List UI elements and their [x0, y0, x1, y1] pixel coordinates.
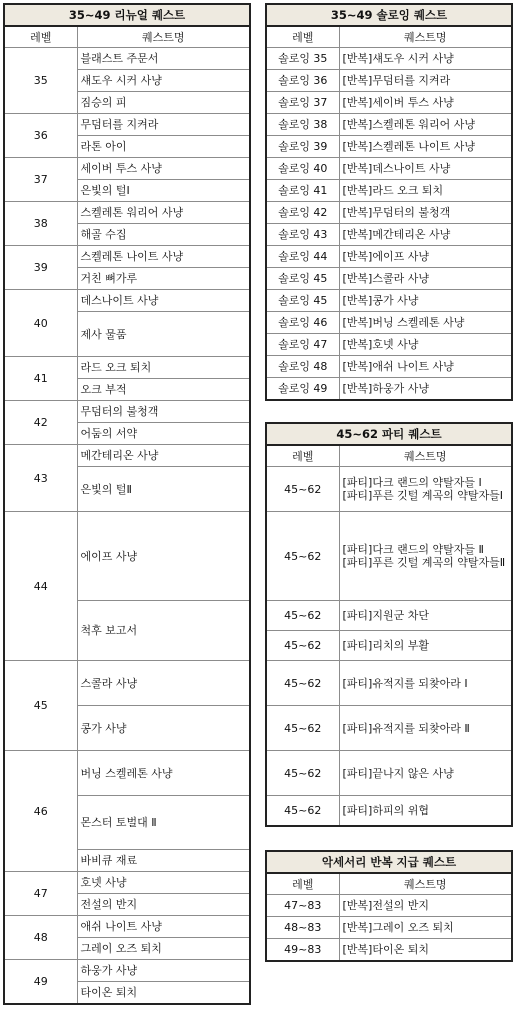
- level-cell: 솔로잉 44: [266, 246, 339, 268]
- table-row: [4, 751, 250, 796]
- quest-name-cell: 몬스터 토벌대 Ⅱ: [77, 796, 250, 850]
- party-table-title: 45~62 파티 퀘스트: [266, 423, 512, 445]
- quest-name-cell: 라드 오크 퇴치: [77, 357, 250, 379]
- level-cell: 45~62: [266, 467, 339, 512]
- table-row: [266, 180, 512, 202]
- accessory-level-header: 레벨: [266, 873, 339, 895]
- renewal-quest-table: [3, 3, 251, 1005]
- quest-name-cell: 척후 보고서: [77, 601, 250, 661]
- table-row: [266, 268, 512, 290]
- solo-quest-table: [265, 3, 513, 401]
- level-cell: 솔로잉 38: [266, 114, 339, 136]
- quest-name-cell: [반복]전설의 반지: [339, 895, 512, 917]
- quest-name-cell: 어둠의 서약: [77, 423, 250, 445]
- level-cell: 솔로잉 47: [266, 334, 339, 356]
- level-cell: 솔로잉 45: [266, 290, 339, 312]
- table-row: [266, 356, 512, 378]
- level-cell: 솔로잉 41: [266, 180, 339, 202]
- quest-name-cell: 타이온 퇴치: [77, 982, 250, 1005]
- level-cell: 45~62: [266, 706, 339, 751]
- table-row: [4, 246, 250, 268]
- table-row: [4, 401, 250, 423]
- quest-name-cell: 은빛의 털Ⅰ: [77, 180, 250, 202]
- table-row: [266, 378, 512, 401]
- quest-name-cell: 호넷 사냥: [77, 872, 250, 894]
- level-cell: 37: [4, 158, 77, 202]
- level-cell: 솔로잉 35: [266, 48, 339, 70]
- quest-name-cell: [반복]버닝 스켈레톤 사냥: [339, 312, 512, 334]
- table-row: [4, 114, 250, 136]
- quest-name-cell: [반복]하웅가 사냥: [339, 378, 512, 401]
- table-row: [266, 312, 512, 334]
- level-cell: 솔로잉 37: [266, 92, 339, 114]
- table-row: [266, 334, 512, 356]
- level-cell: 39: [4, 246, 77, 290]
- quest-name-cell: 라톤 아이: [77, 136, 250, 158]
- level-cell: 36: [4, 114, 77, 158]
- party-quest-table: [265, 422, 513, 827]
- renewal-quest-header: 퀘스트명: [77, 26, 250, 48]
- quest-name-cell: [파티]지원군 차단: [339, 601, 512, 631]
- quest-name-cell: 바비큐 재료: [77, 850, 250, 872]
- quest-name-cell: 스콜라 사냥: [77, 661, 250, 706]
- quest-name-cell: [반복]애쉬 나이트 사냥: [339, 356, 512, 378]
- renewal-table-title: 35~49 리뉴얼 퀘스트: [4, 4, 250, 26]
- level-cell: 47~83: [266, 895, 339, 917]
- quest-name-cell: [반복]라드 오크 퇴치: [339, 180, 512, 202]
- quest-name-cell: [반복]호넷 사냥: [339, 334, 512, 356]
- quest-name-cell: 스켈레톤 나이트 사냥: [77, 246, 250, 268]
- level-cell: 솔로잉 46: [266, 312, 339, 334]
- level-cell: 솔로잉 45: [266, 268, 339, 290]
- table-row: [4, 48, 250, 70]
- level-cell: 45~62: [266, 631, 339, 661]
- quest-name-cell: [파티]리치의 부활: [339, 631, 512, 661]
- quest-name-cell: 스켈레톤 워리어 사냥: [77, 202, 250, 224]
- quest-name-cell: [반복]메간테리온 사냥: [339, 224, 512, 246]
- quest-name-cell: 섀도우 시커 사냥: [77, 70, 250, 92]
- table-row: [4, 357, 250, 379]
- table-row: [4, 872, 250, 894]
- level-cell: 47: [4, 872, 77, 916]
- table-row: [266, 467, 512, 512]
- party-quest-header: 퀘스트명: [339, 445, 512, 467]
- level-cell: 솔로잉 48: [266, 356, 339, 378]
- renewal-level-header: 레벨: [4, 26, 77, 48]
- accessory-quest-table: [265, 850, 513, 962]
- table-row: [266, 917, 512, 939]
- accessory-table-title: 악세서리 반복 지급 퀘스트: [266, 851, 512, 873]
- level-cell: 49~83: [266, 939, 339, 962]
- quest-name-cell: [반복]무덤터의 불청객: [339, 202, 512, 224]
- table-row: [4, 202, 250, 224]
- table-row: [266, 48, 512, 70]
- table-row: [4, 916, 250, 938]
- quest-name-cell: [반복]데스나이트 사냥: [339, 158, 512, 180]
- quest-name-cell: 애쉬 나이트 사냥: [77, 916, 250, 938]
- table-row: [266, 631, 512, 661]
- quest-name-cell: [파티]다크 랜드의 약탈자들 Ⅱ [파티]푸른 깃털 계곡의 약탈자들Ⅱ: [339, 512, 512, 601]
- quest-name-cell: [파티]유적지를 되찾아라 Ⅱ: [339, 706, 512, 751]
- level-cell: 솔로잉 40: [266, 158, 339, 180]
- quest-name-cell: [반복]콩가 사냥: [339, 290, 512, 312]
- table-row: [4, 661, 250, 706]
- quest-name-cell: 하웅가 사냥: [77, 960, 250, 982]
- level-cell: 45~62: [266, 601, 339, 631]
- level-cell: 솔로잉 49: [266, 378, 339, 401]
- table-row: [266, 246, 512, 268]
- quest-name-cell: [반복]무덤터를 지켜라: [339, 70, 512, 92]
- quest-name-cell: [반복]스켈레톤 워리어 사냥: [339, 114, 512, 136]
- table-row: [266, 895, 512, 917]
- table-row: [266, 224, 512, 246]
- table-row: [266, 136, 512, 158]
- solo-quest-header: 퀘스트명: [339, 26, 512, 48]
- quest-name-cell: 제사 물품: [77, 312, 250, 357]
- quest-name-cell: 블래스트 주문서: [77, 48, 250, 70]
- quest-name-cell: [반복]스켈레톤 나이트 사냥: [339, 136, 512, 158]
- table-row: [4, 445, 250, 467]
- level-cell: 38: [4, 202, 77, 246]
- table-row: [266, 70, 512, 92]
- level-cell: 솔로잉 43: [266, 224, 339, 246]
- table-row: [266, 706, 512, 751]
- table-row: [266, 158, 512, 180]
- level-cell: 48: [4, 916, 77, 960]
- level-cell: 45~62: [266, 796, 339, 827]
- level-cell: 솔로잉 39: [266, 136, 339, 158]
- quest-name-cell: 메간테리온 사냥: [77, 445, 250, 467]
- table-row: [266, 202, 512, 224]
- table-row: [266, 290, 512, 312]
- table-row: [266, 939, 512, 962]
- quest-name-cell: [반복]타이온 퇴치: [339, 939, 512, 962]
- quest-name-cell: 에이프 사냥: [77, 512, 250, 601]
- level-cell: 솔로잉 36: [266, 70, 339, 92]
- level-cell: 40: [4, 290, 77, 357]
- quest-name-cell: 전설의 반지: [77, 894, 250, 916]
- quest-name-cell: 데스나이트 사냥: [77, 290, 250, 312]
- level-cell: 44: [4, 512, 77, 661]
- quest-name-cell: [반복]에이프 사냥: [339, 246, 512, 268]
- table-row: [266, 601, 512, 631]
- quest-name-cell: 짐승의 피: [77, 92, 250, 114]
- party-level-header: 레벨: [266, 445, 339, 467]
- table-row: [266, 512, 512, 601]
- level-cell: 48~83: [266, 917, 339, 939]
- quest-name-cell: 오크 부적: [77, 379, 250, 401]
- level-cell: 46: [4, 751, 77, 872]
- quest-name-cell: [파티]끝나지 않은 사냥: [339, 751, 512, 796]
- level-cell: 솔로잉 42: [266, 202, 339, 224]
- quest-name-cell: [반복]세이버 투스 사냥: [339, 92, 512, 114]
- accessory-quest-header: 퀘스트명: [339, 873, 512, 895]
- quest-name-cell: 해골 수집: [77, 224, 250, 246]
- quest-name-cell: [파티]하피의 위협: [339, 796, 512, 827]
- level-cell: 41: [4, 357, 77, 401]
- quest-name-cell: [반복]그레이 오즈 퇴치: [339, 917, 512, 939]
- quest-name-cell: 버닝 스켈레톤 사냥: [77, 751, 250, 796]
- level-cell: 45: [4, 661, 77, 751]
- table-row: [266, 796, 512, 827]
- level-cell: 49: [4, 960, 77, 1005]
- table-row: [4, 960, 250, 982]
- quest-name-cell: [파티]유적지를 되찾아라 Ⅰ: [339, 661, 512, 706]
- solo-table-title: 35~49 솔로잉 퀘스트: [266, 4, 512, 26]
- level-cell: 45~62: [266, 751, 339, 796]
- level-cell: 35: [4, 48, 77, 114]
- table-row: [266, 114, 512, 136]
- table-row: [266, 92, 512, 114]
- quest-name-cell: 은빛의 털Ⅱ: [77, 467, 250, 512]
- table-row: [4, 512, 250, 601]
- table-row: [4, 158, 250, 180]
- quest-name-cell: [반복]섀도우 시커 사냥: [339, 48, 512, 70]
- quest-name-cell: 그레이 오즈 퇴치: [77, 938, 250, 960]
- table-row: [266, 751, 512, 796]
- table-row: [4, 290, 250, 312]
- quest-name-cell: 거친 뼈가루: [77, 268, 250, 290]
- quest-name-cell: 무덤터를 지켜라: [77, 114, 250, 136]
- level-cell: 45~62: [266, 512, 339, 601]
- level-cell: 42: [4, 401, 77, 445]
- quest-name-cell: 세이버 투스 사냥: [77, 158, 250, 180]
- level-cell: 43: [4, 445, 77, 512]
- solo-level-header: 레벨: [266, 26, 339, 48]
- level-cell: 45~62: [266, 661, 339, 706]
- quest-name-cell: 콩가 사냥: [77, 706, 250, 751]
- table-row: [266, 661, 512, 706]
- quest-name-cell: 무덤터의 불청객: [77, 401, 250, 423]
- quest-name-cell: [파티]다크 랜드의 약탈자들 Ⅰ [파티]푸른 깃털 계곡의 약탈자들Ⅰ: [339, 467, 512, 512]
- quest-name-cell: [반복]스콜라 사냥: [339, 268, 512, 290]
